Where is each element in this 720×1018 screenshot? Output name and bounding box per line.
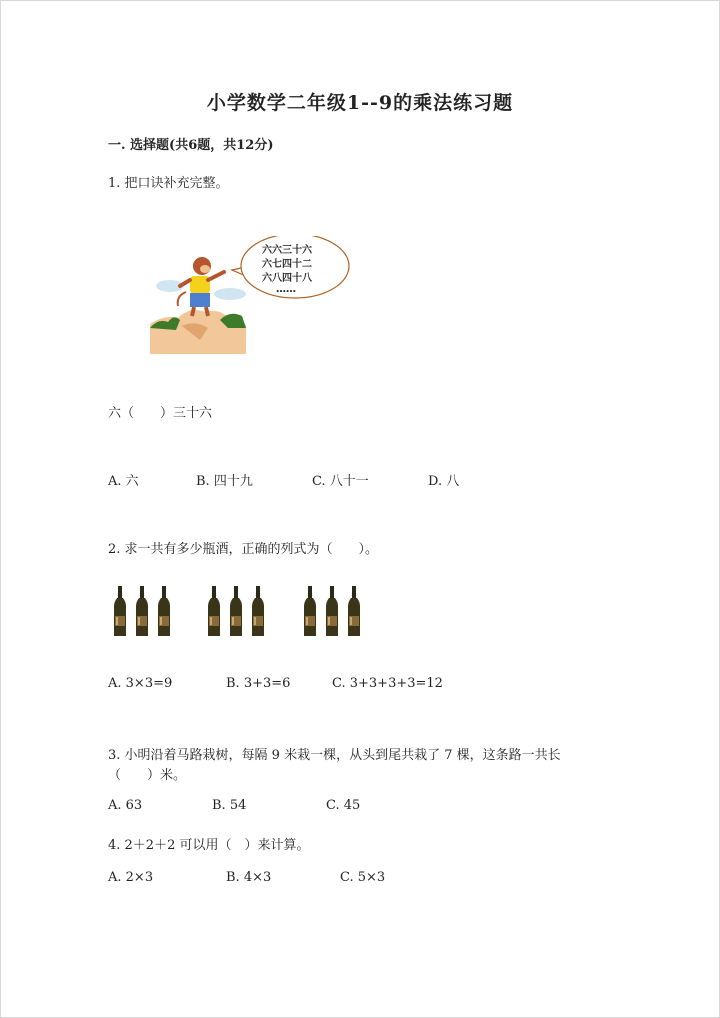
bubble-line-3: 六八四十八 (262, 273, 312, 284)
bottle-icon (136, 586, 148, 636)
question-3-option-b[interactable]: B. 54 (212, 798, 247, 813)
bottle-icon (230, 586, 242, 636)
section-heading: 一. 选择题(共6题，共12分) (108, 138, 274, 153)
bottle-icon (114, 586, 126, 636)
bubble-line-1: 六六三十六 (262, 245, 312, 256)
question-1-option-a[interactable]: A. 六 (108, 474, 139, 489)
question-3-option-c[interactable]: C. 45 (326, 798, 361, 813)
bottle-icon (348, 586, 360, 636)
question-1-option-d[interactable]: D. 八 (428, 474, 460, 489)
question-3-stem-line-2: （ ）米。 (108, 768, 187, 783)
question-4-option-c[interactable]: C. 5×3 (340, 870, 386, 885)
question-4-option-b[interactable]: B. 4×3 (226, 870, 272, 885)
question-2-option-c[interactable]: C. 3+3+3+3=12 (332, 676, 443, 691)
page-title: 小学数学二年级1--9的乘法练习题 (206, 92, 514, 114)
bottle-icon (304, 586, 316, 636)
bottle-icon (252, 586, 264, 636)
question-4-option-a[interactable]: A. 2×3 (108, 870, 154, 885)
question-1-blank: 六（ ）三十六 (108, 406, 213, 421)
bottle-icon (326, 586, 338, 636)
question-1-stem: 1. 把口诀补充完整。 (108, 176, 229, 191)
bubble-line-4: …… (276, 284, 296, 295)
bubble-line-2: 六七四十二 (262, 259, 312, 270)
question-4-stem: 4. 2＋2＋2 可以用（ ）来计算。 (108, 838, 310, 853)
question-2-stem: 2. 求一共有多少瓶酒，正确的列式为（ ）。 (108, 542, 379, 557)
wine-bottles-illustration (110, 585, 360, 637)
question-2-option-a[interactable]: A. 3×3=9 (108, 676, 173, 691)
question-1-option-b[interactable]: B. 四十九 (196, 474, 253, 489)
bottle-icon (158, 586, 170, 636)
question-2-option-b[interactable]: B. 3+3=6 (226, 676, 291, 691)
bottle-icon (208, 586, 220, 636)
monkey-illustration (150, 236, 350, 356)
question-3-option-a[interactable]: A. 63 (108, 798, 143, 813)
question-1-option-c[interactable]: C. 八十一 (312, 474, 369, 489)
question-3-stem-line-1: 3. 小明沿着马路栽树，每隔 9 米栽一棵，从头到尾共栽了 7 棵，这条路一共长 (108, 748, 561, 763)
